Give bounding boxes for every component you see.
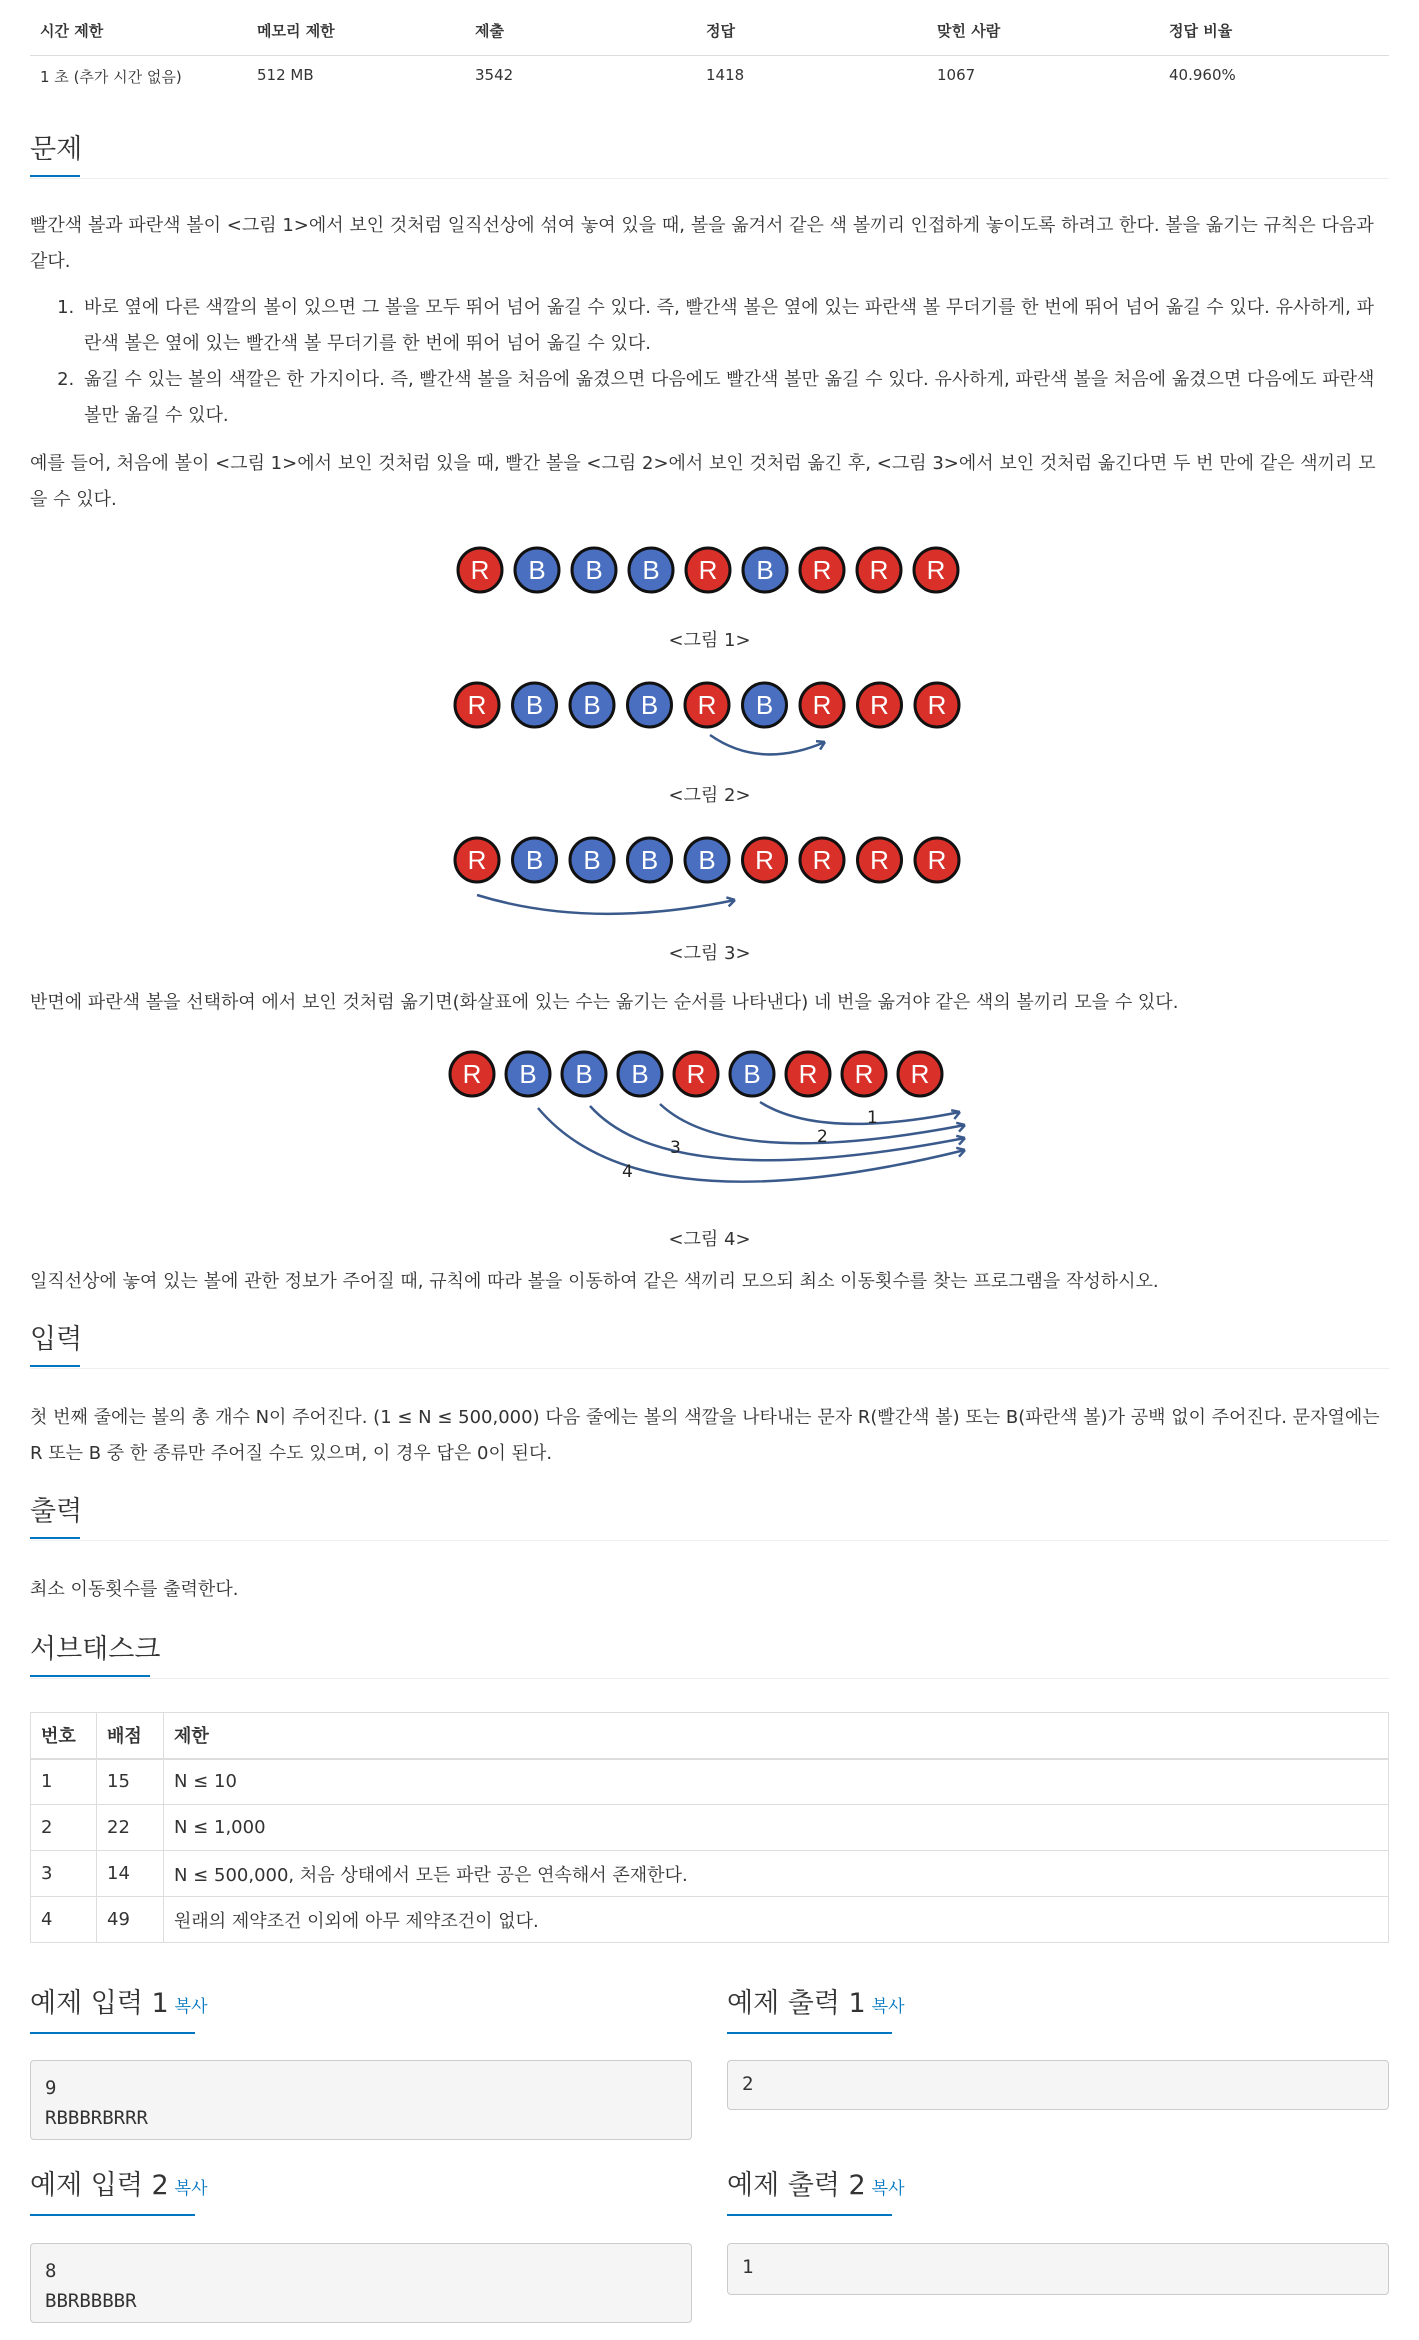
info-header-solved: 맞힌 사람 [937,22,1001,40]
title-underline [727,2032,892,2034]
section-divider [30,178,1389,179]
copy-button[interactable]: 복사 [871,1997,905,2017]
sample-output-1-label: 예제 출력 1 [727,1988,866,2019]
info-submit-value: 3542 [475,66,514,84]
ball-letter: B [743,1059,761,1089]
copy-button[interactable]: 복사 [174,1997,208,2017]
subtask-limit: N ≤ 1,000 [164,1805,1389,1851]
ball-row-3 [455,838,959,882]
ball-letter: R [812,555,832,585]
subtask-no: 1 [31,1759,97,1805]
ball-letter: B [755,690,774,720]
ball-letter: B [575,1059,593,1089]
ball-letter: B [519,1059,537,1089]
subtask-limit: 원래의 제약조건 이외에 아무 제약조건이 없다. [164,1897,1389,1943]
ball-letter: R [755,845,774,875]
ball-letter: B [525,845,544,875]
info-ratio-value: 40.960% [1169,66,1236,84]
input-text: 첫 번째 줄에는 볼의 총 개수 N이 주어진다. (1 ≤ N ≤ 500,000) 다음 줄에는 볼의 색깔을 나타내는 문자 R(빨간색 볼) 또는 B(파란색 볼)가 공백 없이 주어진다. 문자열에는 R 또는 B 중 한 종류만 주어질 수도 있으며, 이 경우 답은 0이 된다. [30,1407,1380,1464]
ball-letter: R [467,845,487,875]
ball-letter: R [470,555,490,585]
ball-letter: R [812,690,832,720]
subtask-header-no: 번호 [31,1713,97,1759]
sample-output-2: 1 [727,2243,1389,2295]
info-correct-value: 1418 [706,66,745,84]
title-underline [727,2214,892,2216]
goal-text: 일직선상에 놓여 있는 볼에 관한 정보가 주어질 때, 규칙에 따라 볼을 이동하여 같은 색끼리 모으되 최소 이동횟수를 찾는 프로그램을 작성하시오. [30,1271,1159,1292]
rule-item-1: 1. 바로 옆에 다른 색깔의 볼이 있으면 그 볼을 모두 뛰어 넘어 옮길 수 있다. 즉, 빨간색 볼은 옆에 있는 파란색 볼 무더기를 한 번에 뛰어 넘어 옮길 수 있다. 유사하게, 파란색 볼은 옆에 있는 빨간색 볼 무더기를 한 번에 뛰어 넘어 옮길 수 있다. [80,290,1389,362]
ball-letter: R [467,690,487,720]
info-header-memory: 메모리 제한 [257,22,335,40]
ball-letter: R [926,555,946,585]
subtask-limit: N ≤ 10 [164,1759,1389,1805]
subtask-no: 4 [31,1897,97,1943]
ball-letter: B [640,845,659,875]
ball-letter: R [854,1059,874,1089]
ball-letter: B [642,555,660,585]
rule-list [30,290,1389,434]
info-header-ratio: 정답 비율 [1169,22,1233,40]
ball-letter: R [910,1059,930,1089]
output-title-text: 출력 [30,1496,83,1527]
table-row [31,1805,1389,1851]
ball-letter: R [798,1059,818,1089]
copy-button[interactable]: 복사 [174,2179,208,2199]
ball-letter: B [640,690,659,720]
ball-letter: R [870,690,889,720]
arrow-label: 3 [670,1138,681,1158]
subtask-header-score: 배점 [97,1713,164,1759]
info-value-row [30,55,1389,96]
blue-move-text: 반면에 파란색 볼을 선택하여 에서 보인 것처럼 옮기면(화살표에 있는 수는 옮기는 순서를 나타낸다) 네 번을 옮겨야 같은 색의 볼끼리 모을 수 있다. [30,992,1179,1013]
subtask-header-limit: 제한 [164,1713,1389,1759]
info-header-row [30,12,1389,52]
example-explanation: 예를 들어, 처음에 볼이 <그림 1>에서 보인 것처럼 있을 때, 빨간 볼을 <그림 2>에서 보인 것처럼 옮긴 후, <그림 3>에서 보인 것처럼 옮긴다면 두 번 만에 같은 색끼리 모을 수 있다. [30,453,1376,510]
subtask-score: 14 [97,1851,164,1897]
subtask-section-title [30,1632,160,1668]
ball-letter: B [631,1059,649,1089]
arrow-3 [590,1106,965,1160]
title-underline [30,2214,195,2216]
title-underline [30,1537,80,1539]
title-underline [30,1365,80,1367]
subtask-score: 49 [97,1897,164,1943]
section-divider [30,1678,1389,1679]
rule-item-2: 2. 옮길 수 있는 볼의 색깔은 한 가지이다. 즉, 빨간색 볼을 처음에 옮겼으면 다음에도 빨간색 볼만 옮길 수 있다. 유사하게, 파란색 볼을 처음에 옮겼으면 다음에도 파란색 볼만 옮길 수 있다. [80,362,1389,434]
ball-letter: B [583,690,601,720]
ball-letter: R [870,845,889,875]
ball-letter: R [697,690,717,720]
ball-letter: R [686,1059,706,1089]
ball-letter: B [528,555,546,585]
sample-input-1: 9 RBBBRBRRR [30,2060,692,2140]
ball-letter: R [812,845,832,875]
sample-output-1-title [727,1986,905,2025]
ball-letter: R [927,690,947,720]
subtask-title-text: 서브태스크 [30,1634,161,1665]
sample-input-1-label: 예제 입력 1 [30,1988,169,2019]
info-memory-value: 512 MB [257,66,314,84]
table-row [31,1897,1389,1943]
ball-row-2 [455,683,959,727]
ball-row-4 [450,1052,942,1096]
ball-letter: B [583,845,601,875]
ball-letter: B [585,555,603,585]
subtask-table [30,1712,1389,1943]
output-section-title [30,1494,82,1530]
table-row [31,1759,1389,1805]
ball-letter: B [525,690,544,720]
output-text: 최소 이동횟수를 출력한다. [30,1579,239,1600]
subtask-no: 2 [31,1805,97,1851]
sample-input-2-label: 예제 입력 2 [30,2170,169,2201]
figure-4-caption: <그림 4> [668,1229,751,1250]
sample-output-1: 2 [727,2060,1389,2110]
ball-letter: B [698,845,716,875]
figure-2-caption: <그림 2> [668,785,751,806]
problem-section-title [30,132,82,168]
input-section-title [30,1322,82,1358]
arrow-label: 4 [622,1162,633,1182]
arrow-label: 1 [867,1108,878,1128]
subtask-score: 22 [97,1805,164,1851]
input-title-text: 입력 [30,1324,83,1355]
info-header-time: 시간 제한 [40,22,104,40]
sample-input-1-title [30,1986,208,2025]
arrow-2 [660,1104,965,1143]
section-divider [30,1368,1389,1369]
info-header-correct: 정답 [706,22,735,40]
subtask-no: 3 [31,1851,97,1897]
problem-title-text: 문제 [30,134,83,165]
info-solved-value: 1067 [937,66,976,84]
info-time-value: 1 초 (추가 시간 없음) [40,68,182,86]
ball-letter: B [756,555,774,585]
ball-letter: R [869,555,889,585]
sample-input-2-title [30,2168,208,2207]
subtask-header-row [31,1713,1389,1759]
sample-input-2: 8 BBRBBBBR [30,2243,692,2323]
table-row [31,1851,1389,1897]
arrow-1 [760,1102,960,1124]
figure-1-caption: <그림 1> [668,630,751,651]
info-header-submit: 제출 [475,22,504,40]
ball-letter: R [462,1059,482,1089]
figure-3-caption: <그림 3> [668,943,751,964]
ball-letter: R [698,555,718,585]
arrow-label: 2 [817,1127,828,1147]
move-arrow [477,895,735,914]
sample-output-2-label: 예제 출력 2 [727,2170,866,2201]
copy-button[interactable]: 복사 [871,2179,905,2199]
ball-row-1 [458,548,958,592]
problem-intro: 빨간색 볼과 파란색 볼이 <그림 1>에서 보인 것처럼 일직선상에 섞여 놓여 있을 때, 볼을 옮겨서 같은 색 볼끼리 인접하게 놓이도록 하려고 한다. 볼을 옮기는 규칙은 다음과 같다. [30,215,1374,272]
move-arrow [710,735,825,754]
ball-letter: R [927,845,947,875]
title-underline [30,1675,150,1677]
title-underline [30,2032,195,2034]
subtask-score: 15 [97,1759,164,1805]
sample-output-2-title [727,2168,905,2207]
section-divider [30,1540,1389,1541]
title-underline [30,175,80,177]
subtask-limit: N ≤ 500,000, 처음 상태에서 모든 파란 공은 연속해서 존재한다. [164,1851,1389,1897]
